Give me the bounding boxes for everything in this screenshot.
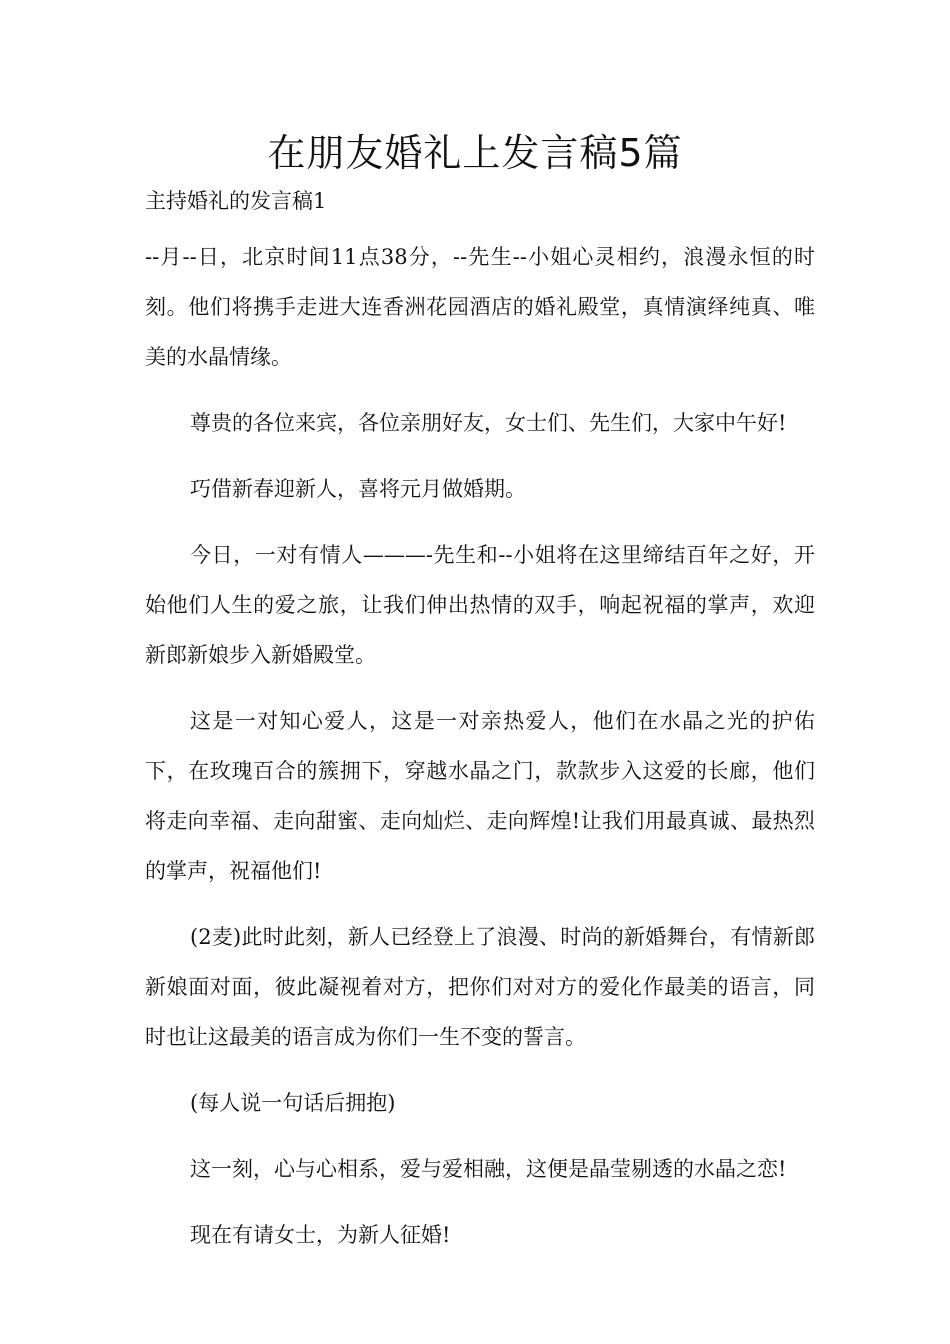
document-title: 在朋友婚礼上发言稿5篇 [267, 131, 683, 175]
paragraph: 巧借新春迎新人，喜将元月做婚期。 [190, 477, 526, 501]
paragraph: 今日，一对有情人———-先生和--小姐将在这里缔结百年之好，开始他们人生的爱之旅，让我们伸出热情的双手，响起祝福的掌声，欢迎新郎新娘步入新婚殿堂。 [145, 543, 815, 667]
paragraph: 这一刻，心与心相系，爱与爱相融，这便是晶莹剔透的水晶之恋! [190, 1157, 787, 1181]
paragraph: (2麦)此时此刻，新人已经登上了浪漫、时尚的新婚舞台，有情新郎新娘面对面，彼此凝视着对方，把你们对对方的爱化作最美的语言，同时也让这最美的语言成为你们一生不变的誓言。 [145, 925, 815, 1049]
paragraph: (每人说一句话后拥抱) [190, 1091, 396, 1115]
paragraph: 这是一对知心爱人，这是一对亲热爱人，他们在水晶之光的护佑下，在玫瑰百合的簇拥下，穿越水晶之门，款款步入这爱的长廊，他们将走向幸福、走向甜蜜、走向灿烂、走向辉煌!让我们用最真诚、最热烈的掌声，祝福他们! [145, 709, 815, 883]
section-heading: 主持婚礼的发言稿1 [145, 189, 327, 213]
paragraph: 现在有请女士，为新人征婚! [190, 1223, 451, 1247]
paragraph: --月--日，北京时间11点38分，--先生--小姐心灵相约，浪漫永恒的时刻。他们将携手走进大连香洲花园酒店的婚礼殿堂，真情演绎纯真、唯美的水晶情缘。 [145, 245, 815, 369]
paragraph: 尊贵的各位来宾，各位亲朋好友，女士们、先生们，大家中午好! [190, 411, 787, 435]
document-body [145, 232, 815, 1276]
